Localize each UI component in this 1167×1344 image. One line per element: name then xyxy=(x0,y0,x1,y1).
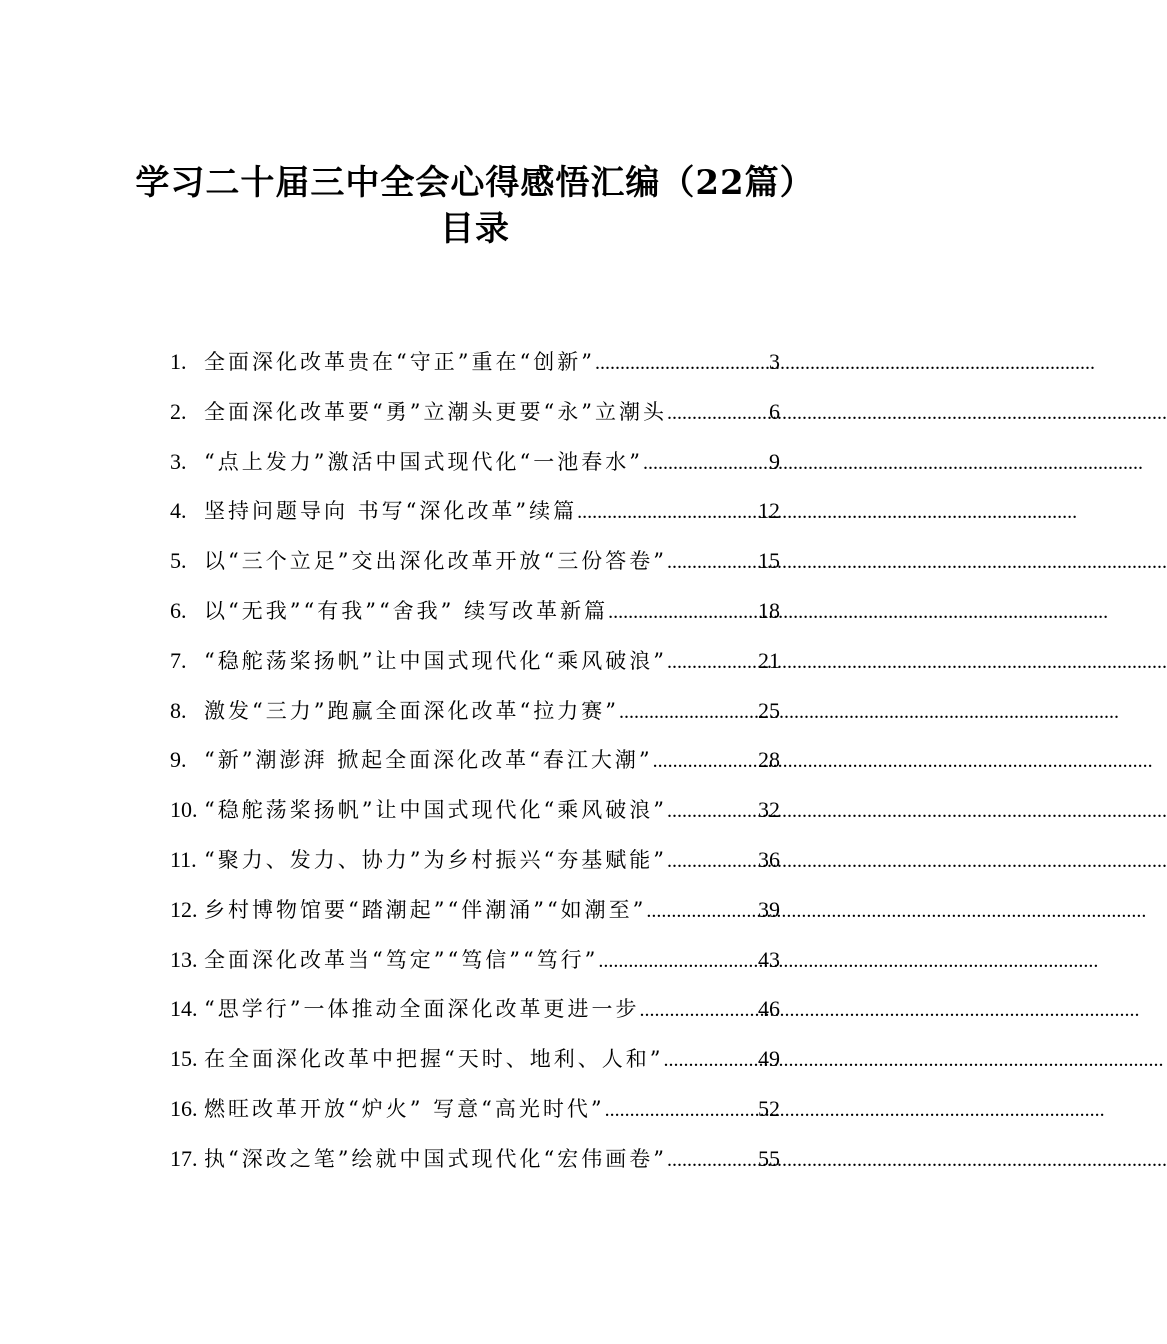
toc-dot-leader xyxy=(598,937,758,987)
toc-entry-page-number: 39 xyxy=(758,896,780,922)
toc-entry[interactable] xyxy=(170,536,780,586)
toc-entry-page-number: 3 xyxy=(769,349,780,374)
toc-entry[interactable] xyxy=(170,337,780,387)
toc-entry-title: “聚力、发力、协力”为乡村振兴“夯基赋能” xyxy=(204,847,667,872)
toc-entry-page-number: 43 xyxy=(758,946,780,972)
toc-entry-number: 14. xyxy=(170,996,198,1022)
toc-entry-number: 16. xyxy=(170,1095,198,1121)
toc-entry-title: 燃旺改革开放“炉火” 写意“高光时代” xyxy=(204,1096,605,1121)
toc-entry-number: 12. xyxy=(170,896,198,922)
toc-entry-page-number: 9 xyxy=(769,448,780,474)
toc-dot-leader xyxy=(605,1086,758,1136)
toc-dot-leader xyxy=(643,439,769,489)
toc-dot-leader xyxy=(667,538,758,588)
toc-entry-page-number: 55 xyxy=(758,1145,780,1171)
toc-dot-leader xyxy=(577,488,758,538)
toc-entry-number: 3. xyxy=(170,448,187,474)
toc-entry-page-number: 28 xyxy=(758,747,780,773)
toc-entry-title: 执“深改之笔”绘就中国式现代化“宏伟画卷” xyxy=(204,1146,667,1171)
toc-entry-title: “点上发力”激活中国式现代化“一池春水” xyxy=(204,449,643,474)
toc-dot-leader xyxy=(595,339,769,389)
toc-entry-page-number: 12 xyxy=(758,498,780,524)
toc-entry-title: 坚持问题导向 书写“深化改革”续篇 xyxy=(204,499,578,524)
toc-entry[interactable] xyxy=(170,935,780,985)
toc-entry-title: “思学行”一体推动全面深化改革更进一步 xyxy=(204,997,640,1022)
toc-entry-title: “稳舵荡桨扬帆”让中国式现代化“乘风破浪” xyxy=(204,798,667,823)
toc-entry-page-number: 21 xyxy=(758,647,780,673)
toc-entry-number: 2. xyxy=(170,398,187,424)
toc-entry-number: 1. xyxy=(170,349,187,374)
toc-entry-title: “稳舵荡桨扬帆”让中国式现代化“乘风破浪” xyxy=(204,648,667,673)
toc-entry-title: 在全面深化改革中把握“天时、地利、人和” xyxy=(204,1047,664,1072)
toc-dot-leader xyxy=(667,389,769,439)
toc-entry[interactable] xyxy=(170,686,780,736)
toc-entry[interactable] xyxy=(170,885,780,935)
toc-entry-page-number: 49 xyxy=(758,1046,780,1072)
toc-dot-leader xyxy=(667,1136,758,1186)
toc-entry[interactable] xyxy=(170,785,780,835)
toc-entry-number: 9. xyxy=(170,747,187,773)
toc-entry-title: 全面深化改革要“勇”立潮头更要“永”立潮头 xyxy=(204,399,667,424)
toc-entry[interactable] xyxy=(170,1134,780,1184)
toc-entry[interactable] xyxy=(170,1084,780,1134)
toc-entry-number: 11. xyxy=(170,846,197,872)
toc-entry-title: “新”潮澎湃 掀起全面深化改革“春江大潮” xyxy=(204,748,653,773)
toc-entry-number: 13. xyxy=(170,946,198,972)
toc-entry[interactable] xyxy=(170,1034,780,1084)
toc-entry-number: 4. xyxy=(170,498,187,524)
toc-dot-leader xyxy=(667,638,758,688)
toc-entry[interactable] xyxy=(170,437,780,487)
toc-entry[interactable] xyxy=(170,486,780,536)
toc-dot-leader xyxy=(663,1036,758,1086)
toc-entry-title: 激发“三力”跑赢全面深化改革“拉力赛” xyxy=(204,698,619,723)
toc-dot-leader xyxy=(608,588,758,638)
toc-entry-number: 10. xyxy=(170,797,198,823)
toc-entry-title: 全面深化改革贵在“守正”重在“创新” xyxy=(204,350,595,374)
toc-entry[interactable] xyxy=(170,387,780,437)
toc-dot-leader xyxy=(667,837,758,887)
toc-dot-leader xyxy=(667,787,758,837)
toc-entry-number: 17. xyxy=(170,1145,198,1171)
toc-entry-title: 乡村博物馆要“踏潮起”“伴潮涌”“如潮至” xyxy=(204,897,647,922)
toc-entry-page-number: 46 xyxy=(758,996,780,1022)
toc-entry-number: 7. xyxy=(170,647,187,673)
toc-entry-number: 8. xyxy=(170,697,187,723)
toc-entry[interactable] xyxy=(170,735,780,785)
toc-entry-page-number: 6 xyxy=(769,398,780,424)
toc-heading: 目录 xyxy=(440,209,510,249)
toc-entry-title: 以“三个立足”交出深化改革开放“三份答卷” xyxy=(204,549,667,574)
toc-dot-leader xyxy=(619,688,758,738)
toc-entry[interactable] xyxy=(170,586,780,636)
toc-entry-page-number: 36 xyxy=(758,846,780,872)
toc-dot-leader xyxy=(639,986,758,1036)
toc-entry-number: 6. xyxy=(170,597,187,623)
toc-entry[interactable] xyxy=(170,984,780,1034)
title-block xyxy=(0,160,950,252)
toc-dot-leader xyxy=(646,887,758,937)
toc-entry-page-number: 25 xyxy=(758,697,780,723)
toc-entry-page-number: 18 xyxy=(758,597,780,623)
toc-entry-title: 全面深化改革当“笃定”“笃信”“笃行” xyxy=(204,947,599,972)
document-title: 学习二十届三中全会心得感悟汇编（22篇） xyxy=(135,163,815,203)
toc-entry-number: 5. xyxy=(170,548,187,574)
toc-entry-page-number: 52 xyxy=(758,1095,780,1121)
toc-entry-number: 15. xyxy=(170,1046,198,1072)
toc-dot-leader xyxy=(653,737,758,787)
toc-entry[interactable] xyxy=(170,835,780,885)
toc-entry-title: 以“无我”“有我”“舍我” 续写改革新篇 xyxy=(204,598,609,623)
toc-entry[interactable] xyxy=(170,636,780,686)
table-of-contents xyxy=(170,337,780,1184)
toc-entry-page-number: 32 xyxy=(758,797,780,823)
toc-entry-page-number: 15 xyxy=(758,548,780,574)
